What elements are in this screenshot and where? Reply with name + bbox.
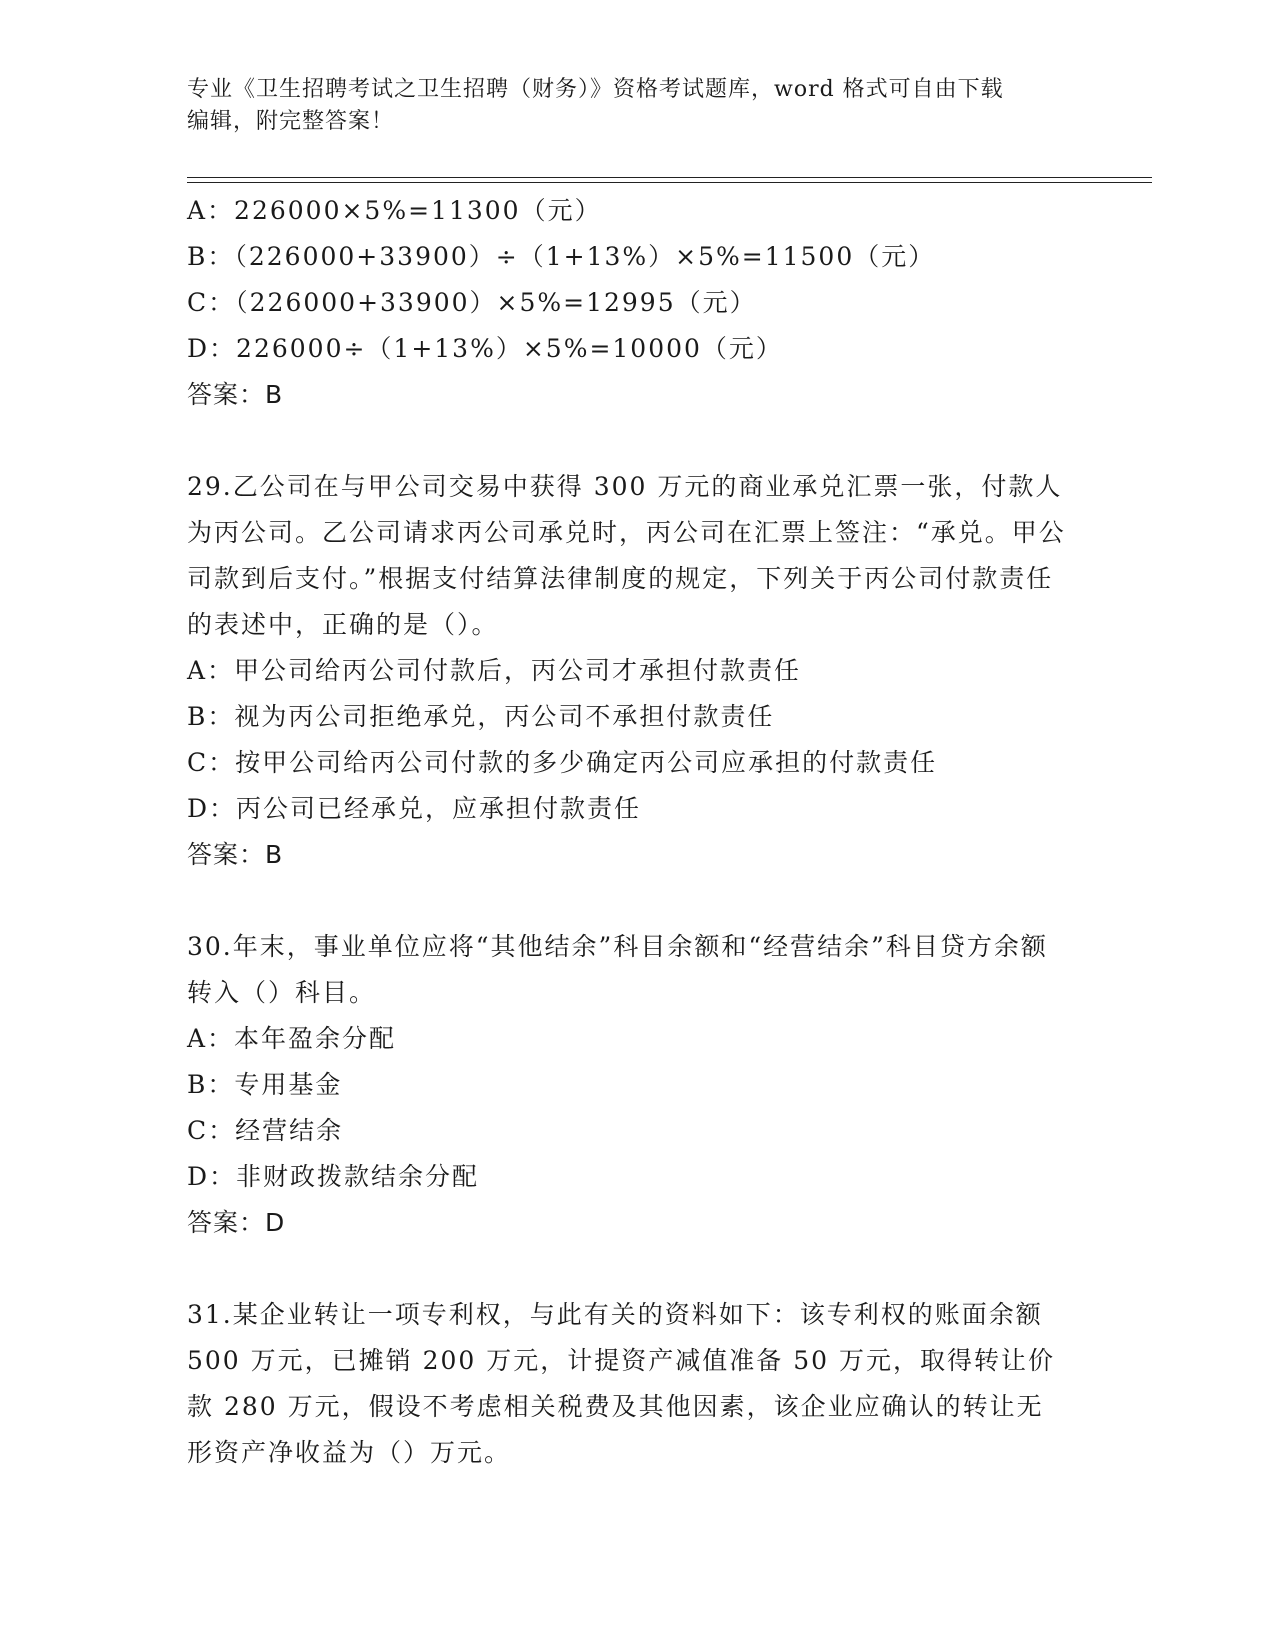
option-a: A：226000×5%=11300（元） [187,196,602,225]
question-29-options [187,648,1087,832]
spacer [187,878,1087,924]
option-d: D：丙公司已经承兑，应承担付款责任 [187,794,642,823]
option-c: C：按甲公司给丙公司付款的多少确定丙公司应承担的付款责任 [187,748,938,777]
question-28-options [187,188,1087,372]
option-b: B：（226000+33900）÷（1+13%）×5%=11500（元） [187,242,936,271]
document-body [187,188,1087,1476]
header-line-1: 专业《卫生招聘考试之卫生招聘（财务）》资格考试题库，word 格式可自由下载 [187,77,1004,102]
question-28-answer: 答案：B [187,380,284,409]
option-c: C：（226000+33900）×5%=12995（元） [187,288,757,317]
header-line-2: 编辑，附完整答案！ [187,109,395,134]
page-header [187,74,1087,138]
question-31-text: 31.某企业转让一项专利权，与此有关的资料如下：该专利权的账面余额 500 万元，已摊销 200 万元，计提资产减值准备 50 万元，取得转让价款 280 万元，假设不考虑相关税费及其他因素，该企业应确认的转让无形资产净收益为（）万元。 [187,1300,1055,1467]
question-30-options [187,1016,1087,1200]
question-30-answer: 答案：D [187,1208,286,1237]
header-rule-bottom [187,182,1152,183]
header-rule-top [187,177,1152,178]
spacer [187,418,1087,464]
question-29-answer: 答案：B [187,840,284,869]
option-d: D：非财政拨款结余分配 [187,1162,480,1191]
option-d: D：226000÷（1+13%）×5%=10000（元） [187,334,783,363]
spacer [187,1246,1087,1292]
option-a: A：本年盈余分配 [187,1024,397,1053]
option-c: C：经营结余 [187,1116,344,1145]
option-b: B：专用基金 [187,1070,343,1099]
option-b: B：视为丙公司拒绝承兑，丙公司不承担付款责任 [187,702,775,731]
option-a: A：甲公司给丙公司付款后，丙公司才承担付款责任 [187,656,802,685]
question-30-text: 30.年末，事业单位应将“其他结余”科目余额和“经营结余”科目贷方余额转入（）科目。 [187,932,1048,1007]
question-29-text: 29.乙公司在与甲公司交易中获得 300 万元的商业承兑汇票一张，付款人为丙公司。乙公司请求丙公司承兑时，丙公司在汇票上签注：“承兑。甲公司款到后支付。”根据支付结算法律制度的规定，下列关于丙公司付款责任的表述中，正确的是（）。 [187,472,1066,639]
